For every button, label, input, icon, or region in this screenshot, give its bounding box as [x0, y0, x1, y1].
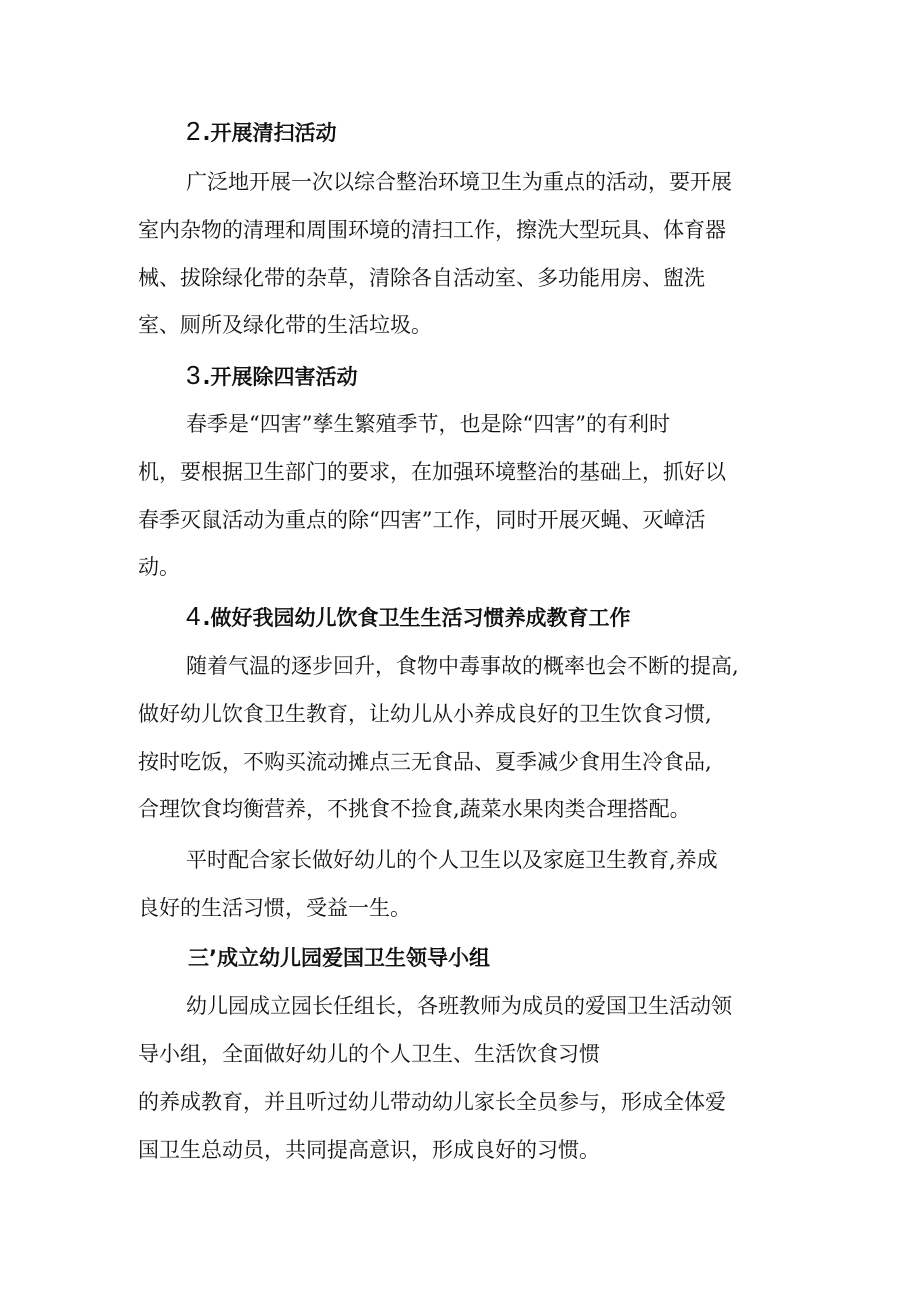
- paragraph-line: 平时配合家长做好幼儿的个人卫生以及家庭卫生教育,养成: [186, 848, 718, 872]
- section-heading-three: [186, 942, 490, 972]
- paragraph-line: 动。: [138, 555, 180, 579]
- paragraph-line: 导小组，全面做好幼儿的个人卫生、生活饮食习惯: [138, 1042, 600, 1066]
- paragraph-line: 室内杂物的清理和周围环境的清扫工作，擦洗大型玩具、体育器: [138, 218, 726, 242]
- paragraph-line: 室、厕所及绿化带的生活垃圾。: [138, 313, 432, 337]
- paragraph-line: 广泛地开展一次以综合整治环境卫生为重点的活动，要开展: [186, 170, 732, 194]
- section-number: 4: [186, 601, 201, 631]
- paragraph-line: 良好的生活习惯，受益一生。: [138, 896, 411, 920]
- paragraph-line: 做好幼儿饮食卫生教育，让幼儿从小养成良好的卫生饮食习惯,: [138, 702, 712, 726]
- section-heading-3: [186, 361, 357, 391]
- paragraph-line: 的养成教育，并且听过幼儿带动幼儿家长全员参与，形成全体爱: [138, 1090, 726, 1114]
- section-title: .开展除四害活动: [202, 365, 358, 389]
- paragraph-line: 械、拔除绿化带的杂草，清除各自活动室、多功能用房、盥洗: [138, 266, 705, 290]
- paragraph-line: 春季灭鼠活动为重点的除“四害”工作，同时开展灭蝇、灭嶂活: [138, 508, 706, 532]
- section-heading-2: [186, 117, 336, 147]
- section-title: 三’成立幼儿园爱国卫生领导小组: [188, 946, 490, 970]
- section-title: .做好我园幼儿饮食卫生生活习惯养成教育工作: [202, 606, 631, 630]
- paragraph-line: 春季是“四害”孳生繁殖季节，也是除“四害”的有利时: [186, 412, 670, 436]
- section-number: 3: [186, 360, 201, 390]
- section-number: 2: [186, 116, 201, 146]
- paragraph-line: 合理饮食均衡营养，不挑食不捡食,蔬菜水果肉类合理搭配。: [138, 797, 691, 821]
- paragraph-line: 机，要根据卫生部门的要求，在加强环境整治的基础上，抓好以: [138, 460, 726, 484]
- paragraph-line: 随着气温的逐步回升，食物中毒事故的概率也会不断的提高,: [186, 654, 739, 678]
- paragraph-line: 幼儿园成立园长任组长，各班教师为成员的爱国卫生活动领: [186, 994, 732, 1018]
- section-title: .开展清扫活动: [202, 121, 337, 145]
- section-heading-4: [186, 602, 630, 632]
- paragraph-line: 国卫生总动员，共同提高意识，形成良好的习惯。: [138, 1138, 600, 1162]
- paragraph-line: 按时吃饭，不购买流动摊点三无食品、夏季减少食用生冷食品,: [138, 750, 712, 774]
